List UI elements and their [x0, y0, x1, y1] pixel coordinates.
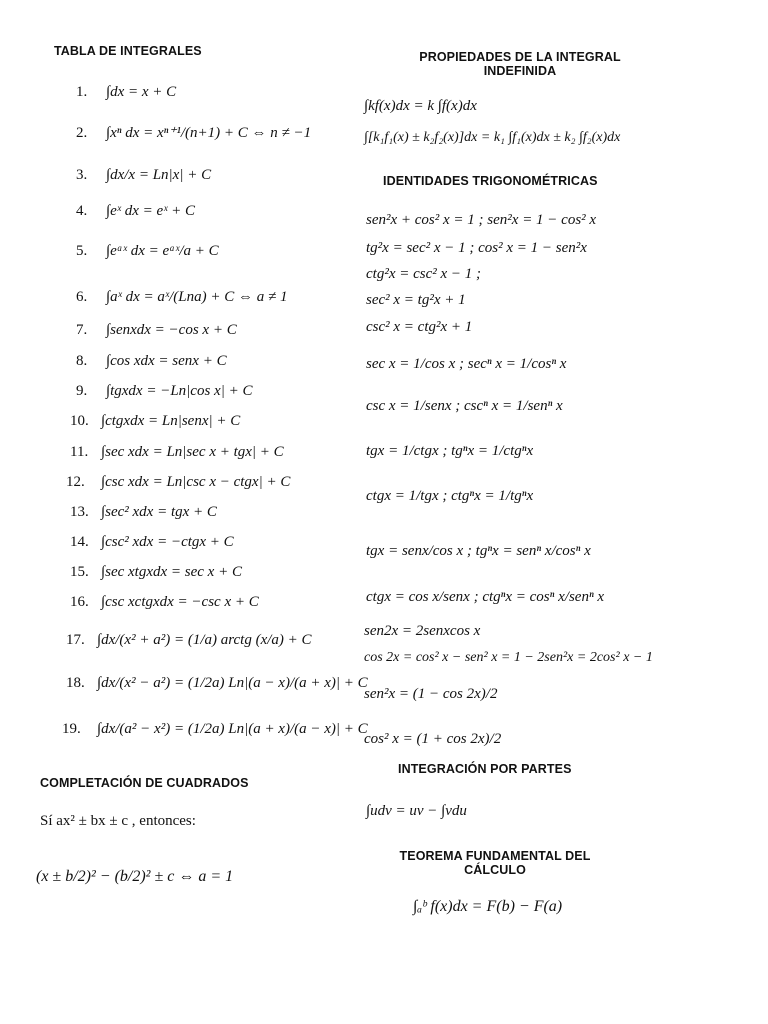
- trig-identity: csc x = 1/senx ; cscⁿ x = 1/senⁿ x: [366, 398, 563, 414]
- ftc-heading-line2: CÁLCULO: [464, 863, 526, 877]
- ftc-heading: [355, 849, 635, 877]
- trig-identity: ctgx = cos x/senx ; ctgⁿx = cosⁿ x/senⁿ x: [366, 589, 605, 605]
- item-number: 15.: [70, 564, 89, 580]
- integral-formula: ∫dx/x = Ln|x| + C: [106, 167, 212, 183]
- integral-formula: ∫dx/(x² + a²) = (1/a) arctg (x/a) + C: [97, 632, 312, 648]
- integral-formula: ∫tgxdx = −Ln|cos x| + C: [106, 383, 253, 399]
- property-formula: ∫[k₁f₁(x) ± k₂f₂(x)]dx = k₁ ∫f₁(x)dx ± k₂ ∫f₂(x)dx: [364, 130, 621, 145]
- integral-formula: ∫csc xctgxdx = −csc x + C: [101, 594, 259, 610]
- item-number: 8.: [76, 353, 88, 369]
- completion-intro: Sí ax² ± bx ± c , entonces:: [40, 813, 196, 829]
- trig-identity: sen²x + cos² x = 1 ; sen²x = 1 − cos² x: [366, 212, 597, 228]
- item-number: 12.: [66, 474, 85, 490]
- item-number: 2.: [76, 125, 88, 141]
- table-heading: TABLA DE INTEGRALES: [54, 44, 202, 58]
- properties-heading: [355, 50, 685, 78]
- integral-formula: ∫csc xdx = Ln|csc x − ctgx| + C: [101, 474, 291, 490]
- integral-formula: ∫dx/(x² − a²) = (1/2a) Ln|(a − x)/(a + x)| + C: [97, 675, 368, 691]
- trig-identity: cos 2x = cos² x − sen² x = 1 − 2sen²x = 2cos² x − 1: [364, 650, 653, 665]
- integral-formula: ∫senxdx = −cos x + C: [106, 322, 237, 338]
- trig-identity: ctg²x = csc² x − 1 ;: [366, 266, 482, 282]
- integral-formula: ∫sec² xdx = tgx + C: [101, 504, 217, 520]
- integral-formula: ∫eᵃˣ dx = eᵃˣ/a + C: [106, 243, 219, 259]
- trig-identity: cos² x = (1 + cos 2x)/2: [364, 731, 502, 747]
- trig-identity: ctgx = 1/tgx ; ctgⁿx = 1/tgⁿx: [366, 488, 534, 504]
- parts-heading: INTEGRACIÓN POR PARTES: [398, 762, 572, 776]
- integral-formula: ∫sec xdx = Ln|sec x + tgx| + C: [101, 444, 284, 460]
- trig-identity: sec x = 1/cos x ; secⁿ x = 1/cosⁿ x: [366, 356, 567, 372]
- integral-formula: ∫ctgxdx = Ln|senx| + C: [101, 413, 241, 429]
- item-number: 4.: [76, 203, 88, 219]
- parts-formula: ∫udv = uv − ∫vdu: [366, 803, 467, 819]
- integral-formula: ∫eˣ dx = eˣ + C: [106, 203, 196, 219]
- trig-identity: tg²x = sec² x − 1 ; cos² x = 1 − sen²x: [366, 240, 587, 256]
- item-number: 5.: [76, 243, 88, 259]
- item-number: 7.: [76, 322, 88, 338]
- property-formula: ∫kf(x)dx = k ∫f(x)dx: [364, 98, 477, 114]
- completion-heading: COMPLETACIÓN DE CUADRADOS: [40, 776, 249, 790]
- item-number: 3.: [76, 167, 88, 183]
- trig-heading: IDENTIDADES TRIGONOMÉTRICAS: [383, 174, 598, 188]
- properties-heading-line1: PROPIEDADES DE LA INTEGRAL: [419, 50, 621, 64]
- item-number: 6.: [76, 289, 88, 305]
- item-number: 18.: [66, 675, 85, 691]
- integral-formula: ∫csc² xdx = −ctgx + C: [101, 534, 234, 550]
- trig-identity: sen2x = 2senxcos x: [364, 623, 481, 639]
- trig-identity: sen²x = (1 − cos 2x)/2: [364, 686, 498, 702]
- completion-formula: (x ± b/2)² − (b/2)² ± c ⇔ a = 1: [36, 868, 234, 885]
- integral-formula: ∫aˣ dx = aˣ/(Lna) + C ⇔ a ≠ 1: [106, 289, 288, 305]
- ftc-heading-line1: TEOREMA FUNDAMENTAL DEL: [399, 849, 591, 863]
- trig-identity: sec² x = tg²x + 1: [366, 292, 466, 308]
- item-number: 11.: [70, 444, 89, 460]
- item-number: 13.: [70, 504, 89, 520]
- ftc-formula: ∫ₐᵇ f(x)dx = F(b) − F(a): [413, 898, 563, 915]
- integral-formula: ∫dx/(a² − x²) = (1/2a) Ln|(a + x)/(a − x)| + C: [97, 721, 368, 737]
- integral-formula: ∫sec xtgxdx = sec x + C: [101, 564, 242, 580]
- item-number: 14.: [70, 534, 89, 550]
- trig-identity: csc² x = ctg²x + 1: [366, 319, 473, 335]
- integral-formula: ∫dx = x + C: [106, 84, 177, 100]
- properties-heading-line2: INDEFINIDA: [483, 64, 557, 78]
- integral-formula: ∫cos xdx = senx + C: [106, 353, 227, 369]
- trig-identity: tgx = 1/ctgx ; tgⁿx = 1/ctgⁿx: [366, 443, 534, 459]
- item-number: 17.: [66, 632, 85, 648]
- trig-identity: tgx = senx/cos x ; tgⁿx = senⁿ x/cosⁿ x: [366, 543, 591, 559]
- item-number: 9.: [76, 383, 88, 399]
- integral-formula: ∫xⁿ dx = xⁿ⁺¹/(n+1) + C ⇔ n ≠ −1: [106, 125, 312, 141]
- item-number: 10.: [70, 413, 89, 429]
- item-number: 19.: [62, 721, 81, 737]
- item-number: 1.: [76, 84, 88, 100]
- item-number: 16.: [70, 594, 89, 610]
